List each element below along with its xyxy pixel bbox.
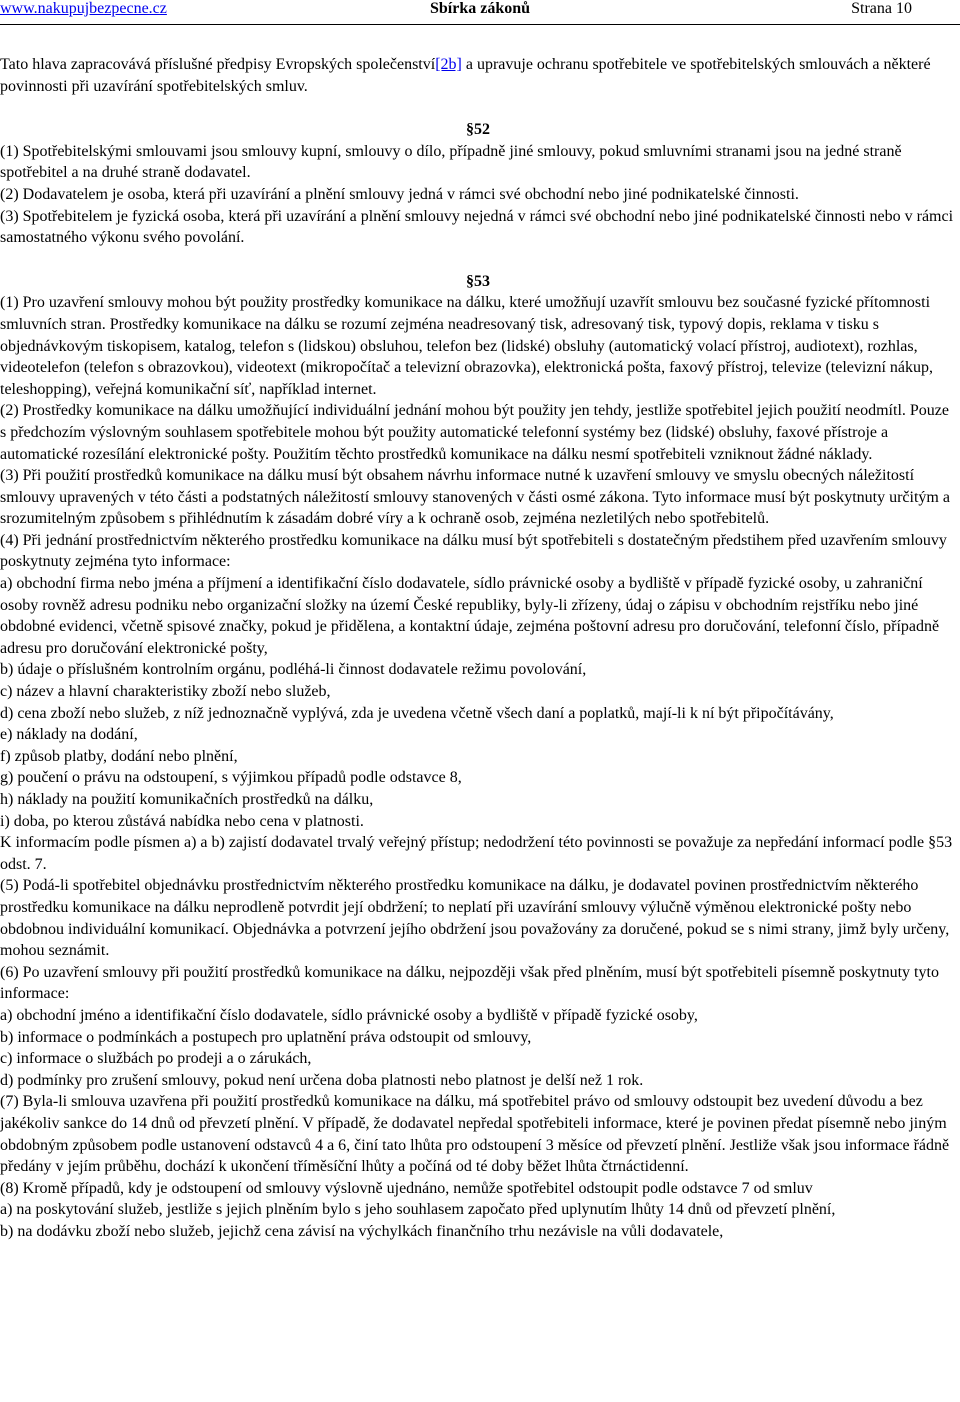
page-number: Strana 10 [851,0,912,17]
intro-text-end: a upravuje ochranu spotřebitele ve spotřebitelských smlouvách a některé povinnosti při uzavírání spotřebitelských smluv. [0,56,931,95]
list-item: a) obchodní jméno a identifikační číslo dodavatele, sídlo právnické osoby a bydliště v případě fyzické osoby, [0,1006,698,1024]
page-header [0,0,960,25]
section-spacer [0,249,956,271]
paragraph: (1) Pro uzavření smlouvy mohou být použity prostředky komunikace na dálku, které umožňují uzavřít smlouvu bez současné fyzické přítomnosti smluvních stran. Prostředky komunikace na dálku se rozumí zejména neadresovaný tisk, adresovaný tisk, typový dopis, reklama v tisku s objednávkovým tiskopisem, katalog, telefon s (lidskou) obsluhou, telefon bez (lidské) obsluhy (automatický volací přístroj, audiotext), rozhlas, videotelefon (telefon s obrazovkou), videotext (mikropočítač a televizní obrazovka), elektronická pošta, faxový přístroj, televize (televizní nákup, teleshopping), veřejná komunikační síť, například internet. [0,294,933,398]
paragraph: (1) Spotřebitelskými smlouvami jsou smlouvy kupní, smlouvy o dílo, případně jiné smlouvy, pokud smluvními stranami jsou na jedné straně spotřebitel a na druhé straně dodavatel. [0,142,902,182]
collection-title: Sbírka zákonů [429,0,531,17]
paragraph: (2) Dodavatelem je osoba, která při uzavírání a plnění smlouvy jedná v rámci své obchodní nebo jiné podnikatelské činnosti. [0,185,799,203]
list-item: f) způsob platby, dodání nebo plnění, [0,747,238,765]
section-53 [0,271,956,1243]
section-52 [0,119,956,249]
list-item: g) poučení o právu na odstoupení, s výjimkou případů podle odstavce 8, [0,769,462,787]
intro-paragraph [0,54,956,97]
list-item: a) na poskytování služeb, jestliže s jejich plněním bylo s jeho souhlasem započato před uplynutím lhůty 14 dnů od převzetí plnění, [0,1201,836,1219]
list-item: d) podmínky pro zrušení smlouvy, pokud není určena doba platnosti nebo platnost je delší než 1 rok. [0,1071,644,1089]
paragraph: (6) Po uzavření smlouvy při použití prostředků komunikace na dálku, nejpozději však před plněním, musí být spotřebiteli písemně poskytnuty tyto informace: [0,963,939,1003]
section-title: §53 [466,272,490,290]
list-item: b) na dodávku zboží nebo služeb, jejichž cena závisí na výchylkách finančního trhu nezávisle na vůli dodavatele, [0,1222,724,1240]
paragraph: K informacím podle písmen a) a b) zajistí dodavatel trvalý veřejný přístup; nedodržení této povinnosti se považuje za nepředání informací podle §53 odst. 7. [0,834,953,873]
intro-text-start: Tato hlava zapracovává příslušné předpisy Evropských společenství [0,56,436,73]
section-title: §52 [466,121,490,139]
list-item: i) doba, po kterou zůstává nabídka nebo cena v platnosti. [0,812,364,830]
list-item: c) informace o službách po prodeji a o zárukách, [0,1050,312,1068]
paragraph: (3) Při použití prostředků komunikace na dálku musí být obsahem návrhu informace nutné k uzavření smlouvy ve smyslu obecných náležitostí smlouvy upravených v této části a podstatných náležitostí smlouvy stanovených v části osmé zákona. Tyto informace musí být poskytnuty určitým a srozumitelným způsobem s přihlédnutím k zásadám dobré víry a k ochraně osob, zejména nezletilých nebo spotřebitelů. [0,467,950,528]
document-body [0,54,956,1242]
site-link[interactable]: www.nakupujbezpecne.cz [0,0,167,17]
list-item: b) informace o podmínkách a postupech pro uplatnění práva odstoupit od smlouvy, [0,1028,532,1046]
list-item: e) náklady na dodání, [0,726,138,744]
list-item: d) cena zboží nebo služeb, z níž jednoznačně vyplývá, zda je uvedena včetně všech daní a poplatků, mají-li k ní být připočítávány, [0,704,834,722]
paragraph: (5) Podá-li spotřebitel objednávku prostřednictvím některého prostředku komunikace na dálku, je dodavatel povinen prostřednictvím některého prostředku komunikace na dálku neprodleně potvrdit její obdržení; to neplatí při uzavírání smlouvy výlučně výměnou elektronické pošty nebo obdobnou individuální komunikací. Objednávka a potvrzení jejího obdržení jsou považovány za doručené, pokud se s nimi strany, jimž byly určeny, mohou seznámit. [0,877,950,960]
footnote-link-2b[interactable]: [2b] [435,56,462,73]
list-item: c) název a hlavní charakteristiky zboží nebo služeb, [0,683,331,701]
list-item: a) obchodní firma nebo jména a příjmení a identifikační číslo dodavatele, sídlo právnické osoby a bydliště v případě fyzické osoby, u zahraniční osoby rovněž adresu podniku nebo organizační složky na území České republiky, byly-li zřízeny, údaj o zápisu v obchodním rejstříku nebo jiné obdobné evidenci, včetně spisové značky, pokud je přidělena, a kontaktní údaje, zejména poštovní adresu pro doručování, telefonní číslo, případně adresu pro doručování elektronické pošty, [0,575,940,657]
paragraph: (3) Spotřebitelem je fyzická osoba, která při uzavírání a plnění smlouvy nejedná v rámci své obchodní nebo jiné podnikatelské činnosti nebo v rámci samostatného výkonu svého povolání. [0,207,954,247]
paragraph: (8) Kromě případů, kdy je odstoupení od smlouvy výslovně ujednáno, nemůže spotřebitel odstoupit podle odstavce 7 od smluv [0,1179,813,1197]
paragraph: (4) Při jednání prostřednictvím některého prostředku komunikace na dálku musí být spotřebiteli s dostatečným předstihem před uzavřením smlouvy poskytnuty zejména tyto informace: [0,531,947,571]
list-item: b) údaje o příslušném kontrolním orgánu, podléhá-li činnost dodavatele režimu povolování, [0,661,587,679]
list-item: h) náklady na použití komunikačních prostředků na dálku, [0,791,374,808]
paragraph: (2) Prostředky komunikace na dálku umožňující individuální jednání mohou být použity jen tehdy, jestliže spotřebitel jejich použití neodmítl. Pouze s předchozím výslovným souhlasem spotřebitele mohou být použity automatické telefonní systémy bez (lidské) obsluhy, faxové přístroje a automatické rozesílání elektronické pošty. Použitím těchto prostředků komunikace na dálku nesmí spotřebiteli vzniknout žádné náklady. [0,402,949,463]
paragraph: (7) Byla-li smlouva uzavřena při použití prostředků komunikace na dálku, má spotřebitel právo od smlouvy odstoupit bez uvedení důvodu a bez jakékoliv sankce do 14 dnů od převzetí plnění. V případě, že dodavatel nepředal spotřebiteli informace, které je povinen předat písemně nebo jiným obdobným způsobem podle ustanovení odstavců 4 a 6, činí tato lhůta pro odstoupení 3 měsíce od převzetí plnění. Jestliže však jsou informace řádně předány v jejím průběhu, dochází k ukončení tříměsíční lhůty a počíná od té doby běžet lhůta čtrnáctidenní. [0,1093,950,1176]
